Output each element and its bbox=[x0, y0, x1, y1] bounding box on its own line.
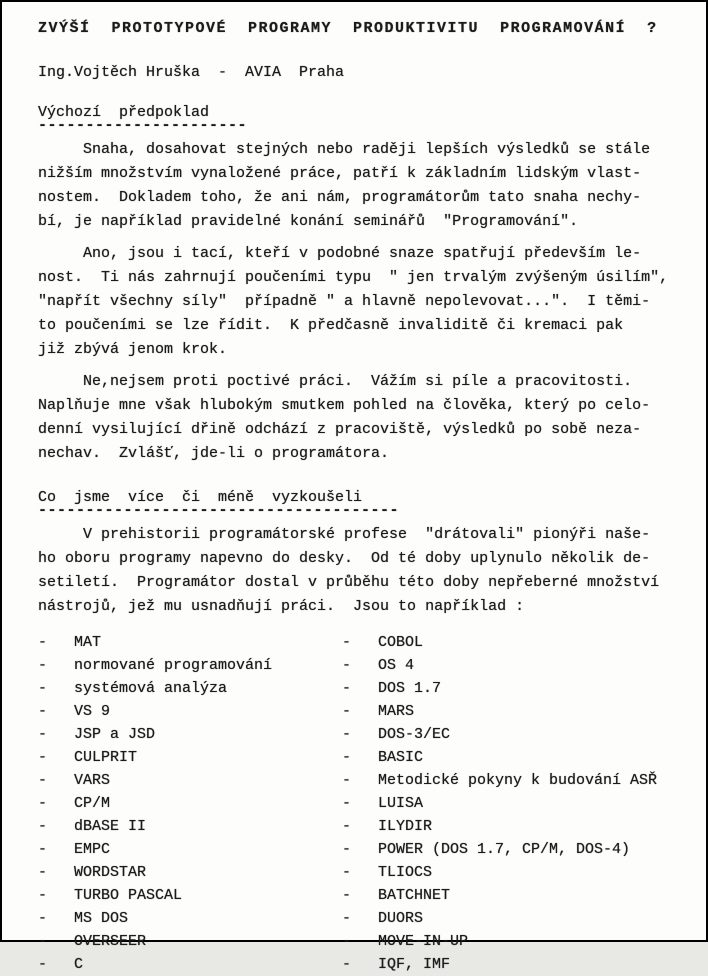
body-line: nástrojů, jež mu usnadňují práci. Jsou to například : bbox=[38, 598, 525, 615]
body-line: Ano, jsou i tací, kteří v podobné snaze spatřují především le- bbox=[38, 245, 642, 262]
body-line: bí, je například pravidelné konání seminářů "Programování". bbox=[38, 213, 579, 230]
list-item: - COBOL bbox=[342, 634, 424, 651]
paragraph-1 bbox=[38, 138, 688, 234]
section-heading-vychozi-predpoklad: Výchozí předpoklad bbox=[38, 104, 210, 121]
author-line: Ing.Vojtěch Hruška - AVIA Praha bbox=[38, 64, 345, 81]
section-heading-co-jsme-vyzkouseli: Co jsme více či méně vyzkoušeli bbox=[38, 489, 363, 506]
body-line: nechav. Zvlášť, jde-li o programátora. bbox=[38, 445, 390, 462]
heading-underline: ---------------------- bbox=[38, 117, 248, 134]
list-item: - DUORS bbox=[342, 910, 424, 927]
document-title: ZVÝŠÍ PROTOTYPOVÉ PROGRAMY PRODUKTIVITU PROGRAMOVÁNÍ ? bbox=[38, 20, 658, 37]
body-line: V prehistorii programátorské profese "drátovali" pionýři naše- bbox=[38, 526, 651, 543]
list-item: - Metodické pokyny k budování ASŘ bbox=[342, 772, 658, 789]
paragraph-4 bbox=[38, 523, 688, 619]
body-line: setiletí. Programátor dostal v průběhu této doby nepřeberné množství bbox=[38, 574, 660, 591]
body-line: Ne,nejsem proti poctivé práci. Vážím si píle a pracovitosti. bbox=[38, 373, 633, 390]
list-item: - POWER (DOS 1.7, CP/M, DOS-4) bbox=[342, 841, 631, 858]
body-line: ho oboru programy napevno do desky. Od té doby uplynulo několik de- bbox=[38, 550, 651, 567]
list-item: - dBASE II bbox=[38, 818, 147, 835]
list-item: - JSP a JSD bbox=[38, 726, 156, 743]
body-line: nost. Ti nás zahrnují poučeními typu " jen trvalým zvýšeným úsilím", bbox=[38, 269, 669, 286]
list-item: - ILYDIR bbox=[342, 818, 433, 835]
body-line: "napřít všechny síly" případně " a hlavně nepolevovat...". I těmi- bbox=[38, 293, 651, 310]
list-item: - MARS bbox=[342, 703, 415, 720]
tools-list-column-left bbox=[38, 631, 342, 976]
tools-list-column-right bbox=[342, 631, 688, 976]
body-line: nostem. Dokladem toho, že ani nám, programátorům tato snaha nechy- bbox=[38, 189, 642, 206]
list-item: - MOVE-IN-UP bbox=[342, 933, 469, 950]
list-item: - MAT bbox=[38, 634, 102, 651]
list-item: - MS DOS bbox=[38, 910, 129, 927]
paragraph-3 bbox=[38, 370, 688, 466]
list-item: - BASIC bbox=[342, 749, 424, 766]
list-item: - EMPC bbox=[38, 841, 111, 858]
body-line: Naplňuje mne však hlubokým smutkem pohled na člověka, který po celo- bbox=[38, 397, 651, 414]
list-item: - BATCHNET bbox=[342, 887, 451, 904]
list-item: - OS 4 bbox=[342, 657, 415, 674]
list-item: - VS 9 bbox=[38, 703, 111, 720]
list-item: - DOS 1.7 bbox=[342, 680, 442, 697]
body-line: to poučeními se lze řídit. K předčasně invaliditě či kremaci pak bbox=[38, 317, 624, 334]
list-item: - normované programování bbox=[38, 657, 273, 674]
body-line: nižším množstvím vynaložené práce, patří k základním lidským vlast- bbox=[38, 165, 642, 182]
body-line: již zbývá jenom krok. bbox=[38, 341, 228, 358]
list-item: - systémová analýza bbox=[38, 680, 228, 697]
list-item: - CULPRIT bbox=[38, 749, 138, 766]
list-item: - TLIOCS bbox=[342, 864, 433, 881]
list-item: - CP/M bbox=[38, 795, 111, 812]
body-line: denní vysilující dřině odchází z pracoviště, výsledků po sobě neza- bbox=[38, 421, 642, 438]
list-item: - WORDSTAR bbox=[38, 864, 147, 881]
paragraph-2 bbox=[38, 242, 688, 362]
list-item: - VARS bbox=[38, 772, 111, 789]
list-item: - LUISA bbox=[342, 795, 424, 812]
tools-list bbox=[38, 631, 688, 976]
list-item: - C bbox=[38, 956, 84, 973]
body-line: Snaha, dosahovat stejných nebo raději lepších výsledků se stále bbox=[38, 141, 651, 158]
list-item: - TURBO PASCAL bbox=[38, 887, 183, 904]
list-item: - DOS-3/EC bbox=[342, 726, 451, 743]
heading-underline: -------------------------------------- bbox=[38, 502, 400, 519]
list-item: - IQF, IMF bbox=[342, 956, 451, 973]
list-item: - OVERSEER bbox=[38, 933, 147, 950]
